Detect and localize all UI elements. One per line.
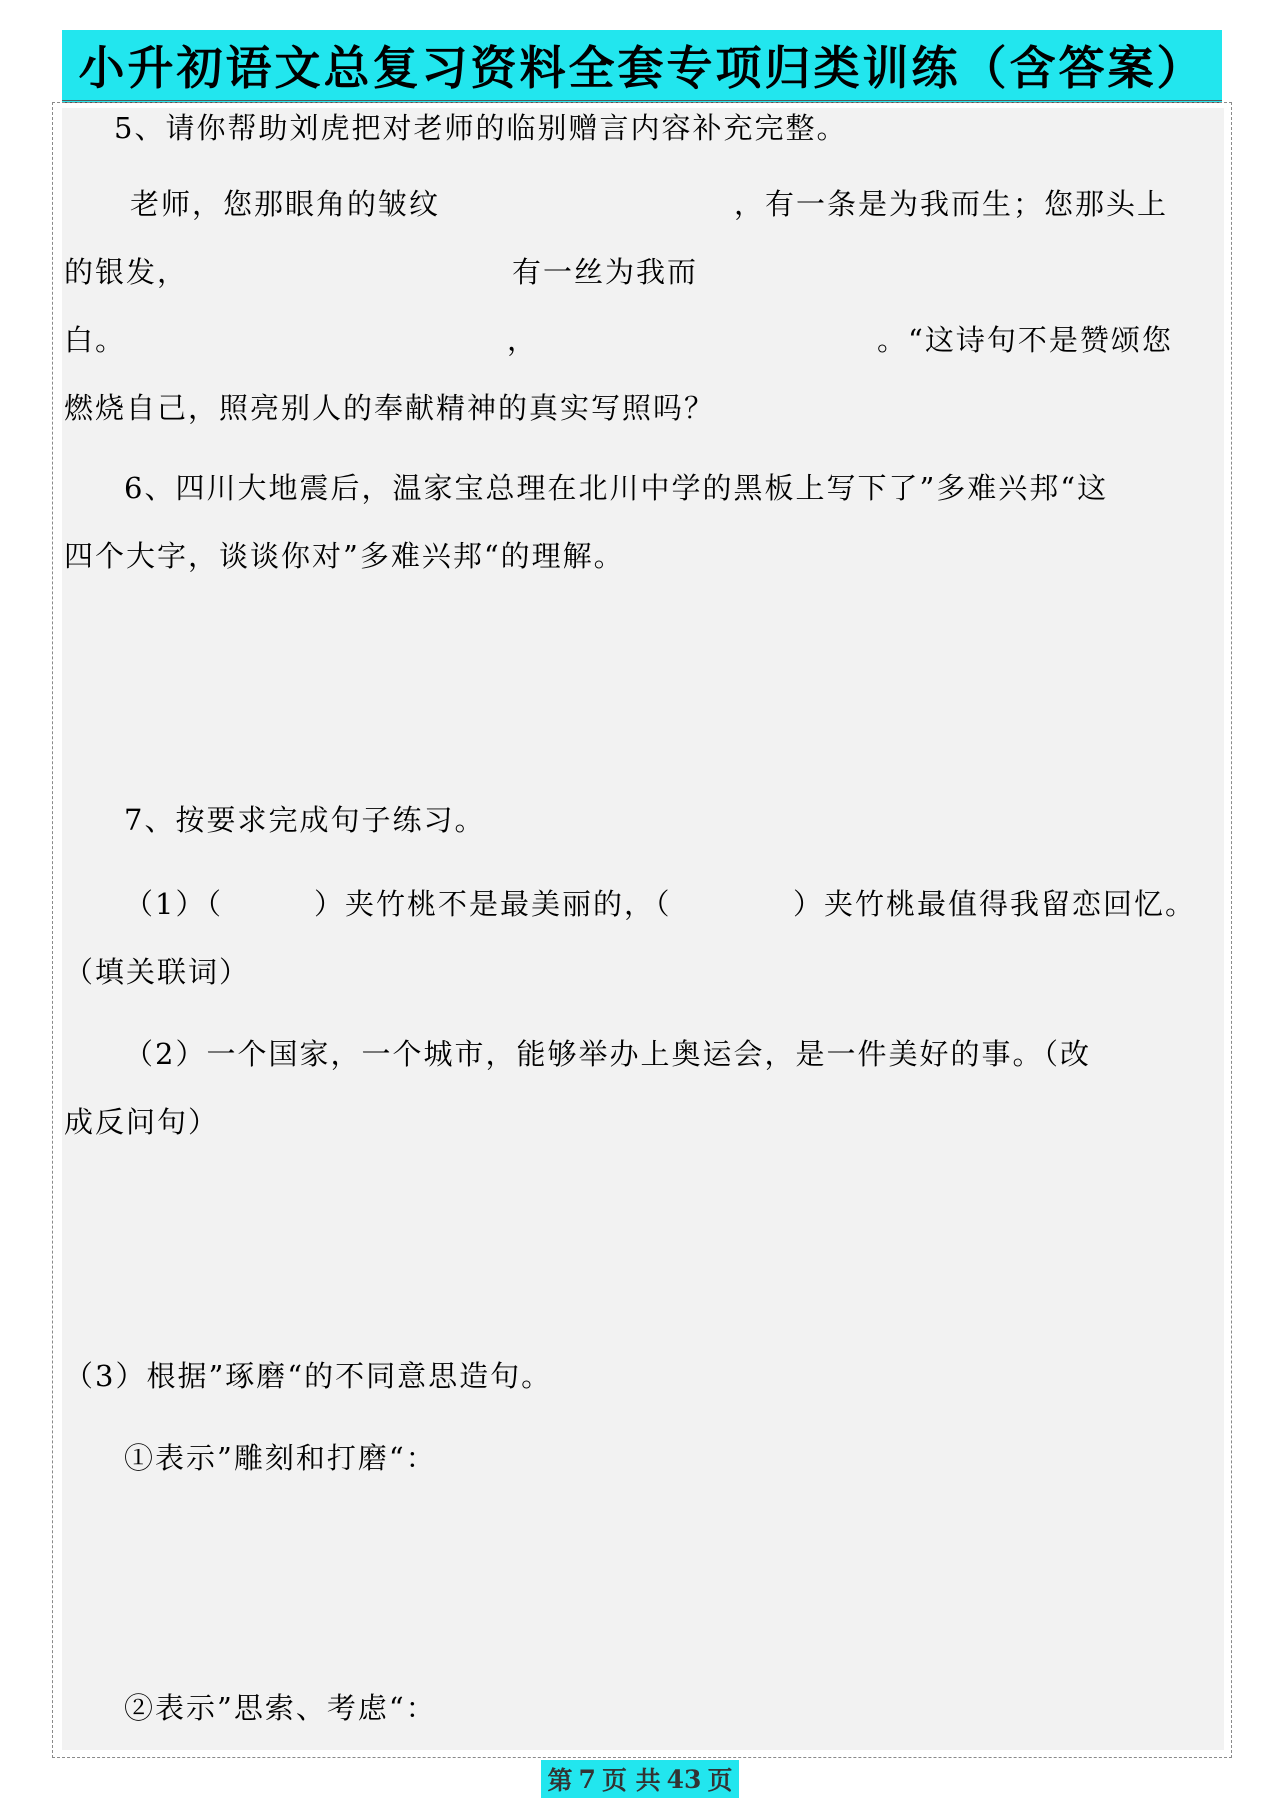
q7-s2-line2: 成反问句） <box>64 1105 220 1139</box>
footer-prefix: 第 <box>547 1766 573 1795</box>
q7-s1-note: （填关联词） <box>64 955 251 989</box>
footer-mid: 页 共 <box>601 1766 661 1795</box>
document-title: 小升初语文总复习资料全套专项归类训练（含答案） <box>78 41 1206 95</box>
q5-line3-end: 。“这诗句不是赞颂您 <box>877 323 1173 357</box>
q5-line1-end: ，有一条是为我而生；您那头上 <box>734 187 1169 221</box>
document-title-banner <box>62 30 1222 103</box>
q5-line3-start: 白。 <box>64 323 127 357</box>
q7-s2-line1: （2）一个国家，一个城市，能够举办上奥运会，是一件美好的事。（改 <box>124 1037 1091 1071</box>
q7-s3-prompt: （3）根据”琢磨“的不同意思造句。 <box>64 1359 553 1393</box>
q5-line3-comma: ， <box>507 323 539 357</box>
q5-line1-start: 老师，您那眼角的皱纹 <box>130 187 441 221</box>
total-page-count: 43 <box>666 1764 702 1794</box>
page-number-footer <box>541 1760 739 1798</box>
q6-line1: 6、四川大地震后，温家宝总理在北川中学的黑板上写下了”多难兴邦“这 <box>124 471 1109 505</box>
current-page-number: 7 <box>578 1764 596 1794</box>
q7-s3-item1: ①表示”雕刻和打磨“： <box>124 1441 437 1475</box>
q7-s1-middle: ）夹竹桃不是最美丽的，（ <box>314 887 672 921</box>
footer-suffix: 页 <box>707 1766 733 1795</box>
content-area <box>62 108 1224 1750</box>
q6-line2: 四个大字，谈谈你对”多难兴邦“的理解。 <box>64 539 625 573</box>
q7-prompt: 7、按要求完成句子练习。 <box>124 803 486 837</box>
q7-s1-end: ）夹竹桃最值得我留恋回忆。 <box>793 887 1197 921</box>
q5-line4: 燃烧自己，照亮别人的奉献精神的真实写照吗？ <box>64 391 716 425</box>
q7-s3-item2: ②表示”思索、考虑“： <box>124 1691 437 1725</box>
q5-line2-end: 有一丝为我而 <box>512 255 699 289</box>
q5-prompt: 5、请你帮助刘虎把对老师的临别赠言内容补充完整。 <box>114 111 848 145</box>
q5-line2-start: 的银发， <box>64 255 189 289</box>
q7-s1-start: （1）（ <box>124 887 223 921</box>
